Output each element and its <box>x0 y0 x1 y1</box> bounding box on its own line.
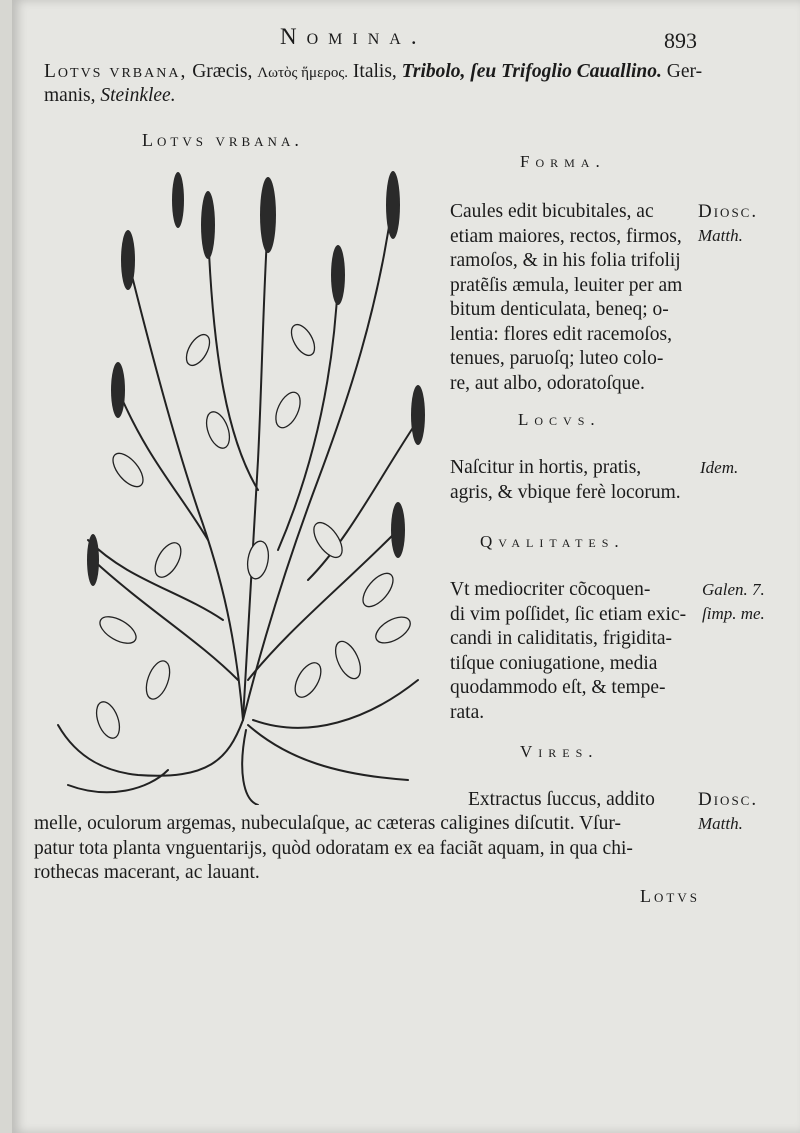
forma-text <box>450 200 682 396</box>
book-page <box>12 0 800 1133</box>
margin-note-vires-1: Diosc. <box>698 789 759 810</box>
text-line: re, aut albo, odoratoſque. <box>450 372 645 394</box>
section-heading-locus: Locvs. <box>518 410 601 429</box>
text-line: quodammodo eſt, & tempe- <box>450 677 666 698</box>
margin-note-qualitates-1: Galen. 7. <box>702 580 765 599</box>
vires-first-line: Extractus ſuccus, addito <box>468 789 655 810</box>
text-line: lentia: flores edit racemoſos, <box>450 323 673 345</box>
greek-label: Græcis, <box>192 61 253 82</box>
margin-note-qualitates-2: ſimp. me. <box>702 604 765 623</box>
text-line: tiſque coniugatione, media <box>450 652 658 674</box>
names-line-2 <box>44 84 724 108</box>
plant-name: Lotvs vrbana, <box>44 61 188 82</box>
text-line: Naſcitur in hortis, pratis, <box>450 457 642 478</box>
plant-woodcut-illustration <box>48 160 438 805</box>
section-heading-qualitates: Qvalitates. <box>480 532 625 551</box>
page-number: 893 <box>664 28 697 53</box>
margin-note-forma-1: Diosc. <box>698 201 759 222</box>
text-line: ramoſos, & in his folia trifolij <box>450 250 681 271</box>
german-label: Ger- <box>666 61 703 82</box>
catchword: Lotvs <box>640 886 700 906</box>
text-line: bitum denticulata, beneq; o- <box>450 299 669 320</box>
text-line: tenues, paruoſq; luteo colo- <box>450 348 664 369</box>
section-heading-vires: Vires. <box>520 742 599 761</box>
text-line: candi in caliditatis, frigidita- <box>450 628 673 649</box>
text-line: Vt mediocriter cõcoquen- <box>450 579 651 600</box>
greek-name: Λωτὸς ἥμερος. <box>257 65 349 81</box>
text-line: melle, oculorum argemas, nubeculaſque, ac cæteras caligines diſcutit. Vſur- <box>34 813 621 834</box>
names-line-1 <box>44 60 724 85</box>
vires-text <box>34 812 633 886</box>
text-line: rata. <box>450 701 485 723</box>
text-line: agris, & vbique ferè locorum. <box>450 481 681 503</box>
margin-note-forma-2: Matth. <box>698 226 743 245</box>
text-line: patur tota planta vnguentarijs, quòd odoratam ex ea faciãt aquam, in qua chi- <box>34 837 633 859</box>
figure-caption: Lotvs vrbana. <box>142 130 303 150</box>
section-heading-forma: Forma. <box>520 152 606 171</box>
text-line: pratẽſis æmula, leuiter per am <box>450 274 683 296</box>
margin-note-vires-2: Matth. <box>698 814 743 833</box>
qualitates-text <box>450 578 686 725</box>
margin-note-locus: Idem. <box>700 458 739 477</box>
text-line: Caules edit bicubitales, ac <box>450 201 654 222</box>
text-line: di vim poſſidet, ſic etiam exic- <box>450 603 687 625</box>
text-line: etiam maiores, rectos, firmos, <box>450 225 682 247</box>
german-label-rest: manis, <box>44 85 96 106</box>
italian-name: Tribolo, ſeu Trifoglio Cauallino. <box>401 61 662 82</box>
italian-label: Italis, <box>352 61 397 82</box>
german-name: Steinklee. <box>100 85 176 106</box>
text-line: rothecas macerant, ac lauant. <box>34 862 260 883</box>
locus-text <box>450 456 681 505</box>
running-header: Nomina. <box>280 24 427 49</box>
